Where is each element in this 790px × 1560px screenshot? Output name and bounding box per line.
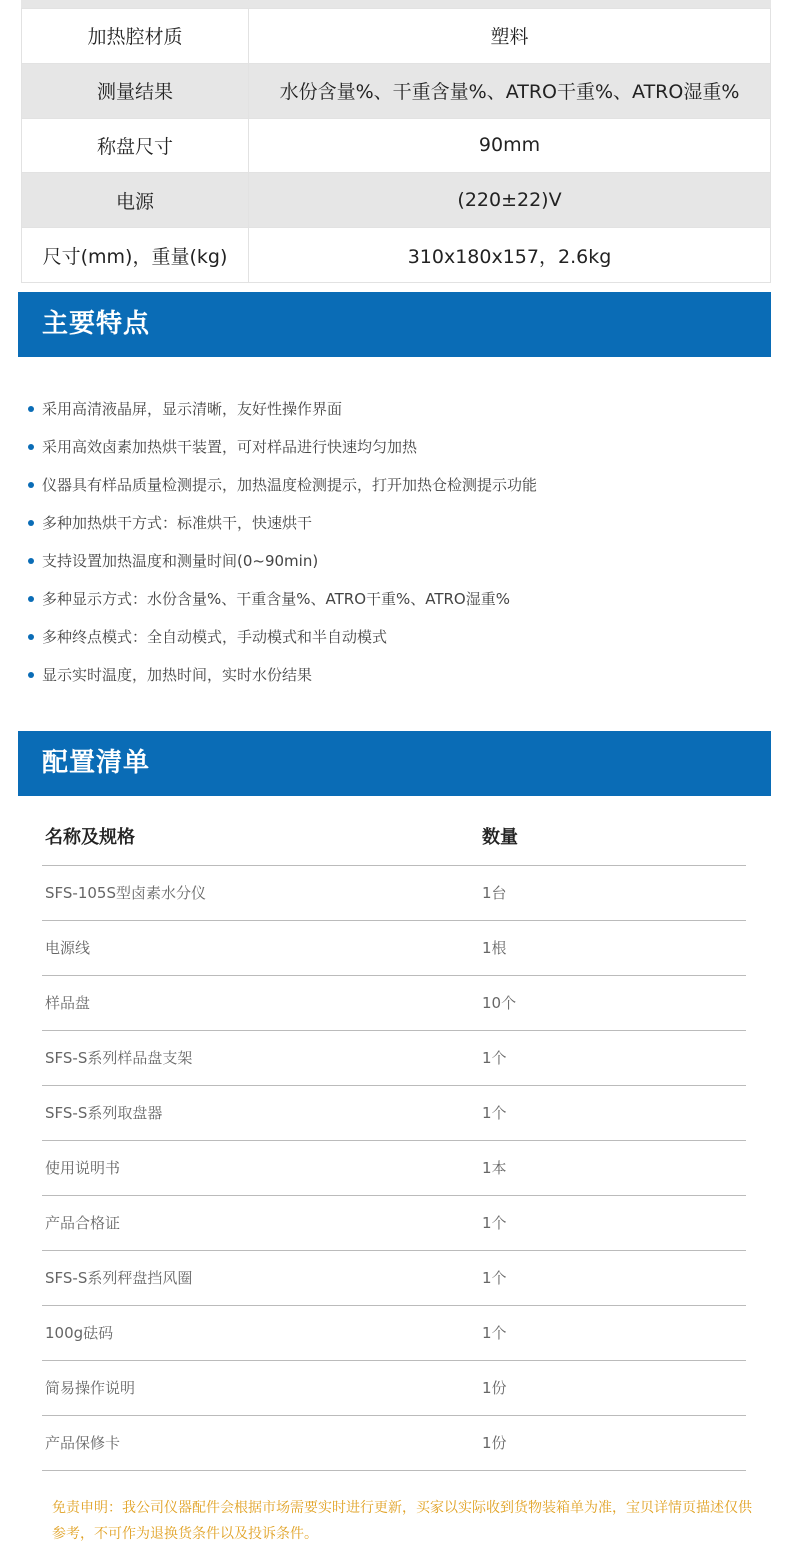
spec-label: 电源 [22,173,249,228]
table-row [42,1251,746,1306]
config-item-name: 电源线 [45,939,91,957]
spec-value: (220±22)V [249,173,771,228]
table-row [42,1416,746,1471]
spec-label: 测量结果 [22,63,249,118]
table-row [42,1306,746,1361]
spec-value: 90mm [249,118,771,173]
config-item-qty: 1个 [482,1049,507,1067]
bullet-dot-icon [28,634,34,640]
spec-value: 水份含量%、干重含量%、ATRO干重%、ATRO湿重% [249,63,771,118]
config-header-qty: 数量 [482,827,518,848]
feature-item [28,504,768,542]
config-item-name: 产品合格证 [45,1214,121,1232]
feature-item [28,542,768,580]
config-title: 配置清单 [42,748,151,778]
config-item-qty: 1个 [482,1269,507,1287]
spec-label: 尺寸(mm)，重量(kg) [22,228,249,283]
feature-item [28,580,768,618]
config-header-row [42,810,746,866]
config-item-qty: 1个 [482,1214,507,1232]
config-item-qty: 1份 [482,1379,507,1397]
spec-table [21,8,771,283]
feature-text: 仪器具有样品质量检测提示，加热温度检测提示，打开加热仓检测提示功能 [42,476,538,494]
spec-label: 称盘尺寸 [22,118,249,173]
config-item-name: SFS-105S型卤素水分仪 [45,884,206,902]
config-item-name: 100g砝码 [45,1324,114,1342]
config-list [42,810,746,1471]
feature-text: 支持设置加热温度和测量时间(0~90min) [42,552,319,570]
feature-item [28,618,768,656]
config-item-name: 产品保修卡 [45,1434,121,1452]
spec-row [22,173,771,228]
feature-text: 采用高清液晶屏，显示清晰，友好性操作界面 [42,400,343,418]
spec-label: 加热腔材质 [22,9,249,64]
bullet-dot-icon [28,482,34,488]
feature-text: 多种显示方式：水份含量%、干重含量%、ATRO干重%、ATRO湿重% [42,590,510,608]
spec-row [22,63,771,118]
spec-row [22,118,771,173]
feature-text: 多种终点模式：全自动模式，手动模式和半自动模式 [42,628,388,646]
config-item-qty: 1根 [482,939,507,957]
features-title: 主要特点 [42,309,151,339]
table-row [42,866,746,921]
table-row [42,1361,746,1416]
feature-text: 多种加热烘干方式：标准烘干，快速烘干 [42,514,313,532]
table-row [42,976,746,1031]
bullet-dot-icon [28,406,34,412]
config-item-name: SFS-S系列秤盘挡风圈 [45,1269,193,1287]
features-banner [18,292,771,357]
table-row [42,1196,746,1251]
config-item-name: SFS-S系列取盘器 [45,1104,163,1122]
bullet-dot-icon [28,444,34,450]
config-item-name: 样品盘 [45,994,91,1012]
features-list [28,390,768,694]
table-row [42,1031,746,1086]
table-row [42,1141,746,1196]
feature-item [28,656,768,694]
config-item-qty: 1本 [482,1159,507,1177]
bullet-dot-icon [28,520,34,526]
config-item-qty: 1个 [482,1324,507,1342]
config-item-name: 简易操作说明 [45,1379,136,1397]
config-item-qty: 1份 [482,1434,507,1452]
feature-text: 采用高效卤素加热烘干装置，可对样品进行快速均匀加热 [42,438,418,456]
feature-item [28,390,768,428]
bullet-dot-icon [28,672,34,678]
spec-value: 塑料 [249,9,771,64]
config-item-qty: 10个 [482,994,517,1012]
config-header-name: 名称及规格 [45,827,135,848]
feature-item [28,466,768,504]
table-row [42,921,746,976]
config-item-qty: 1台 [482,884,507,902]
config-item-name: SFS-S系列样品盘支架 [45,1049,193,1067]
spec-row [22,228,771,283]
spec-row [22,9,771,64]
spec-table-top-strip [21,0,771,8]
config-banner [18,731,771,796]
disclaimer-text: 免责申明：我公司仪器配件会根据市场需要实时进行更新，买家以实际收到货物装箱单为准，宝贝详情页描述仅供参考，不可作为退换货条件以及投诉条件。 [52,1500,752,1542]
feature-item [28,428,768,466]
feature-text: 显示实时温度，加热时间，实时水份结果 [42,666,313,684]
table-row [42,1086,746,1141]
spec-value: 310x180x157，2.6kg [249,228,771,283]
config-item-qty: 1个 [482,1104,507,1122]
bullet-dot-icon [28,558,34,564]
config-item-name: 使用说明书 [45,1159,121,1177]
bullet-dot-icon [28,596,34,602]
